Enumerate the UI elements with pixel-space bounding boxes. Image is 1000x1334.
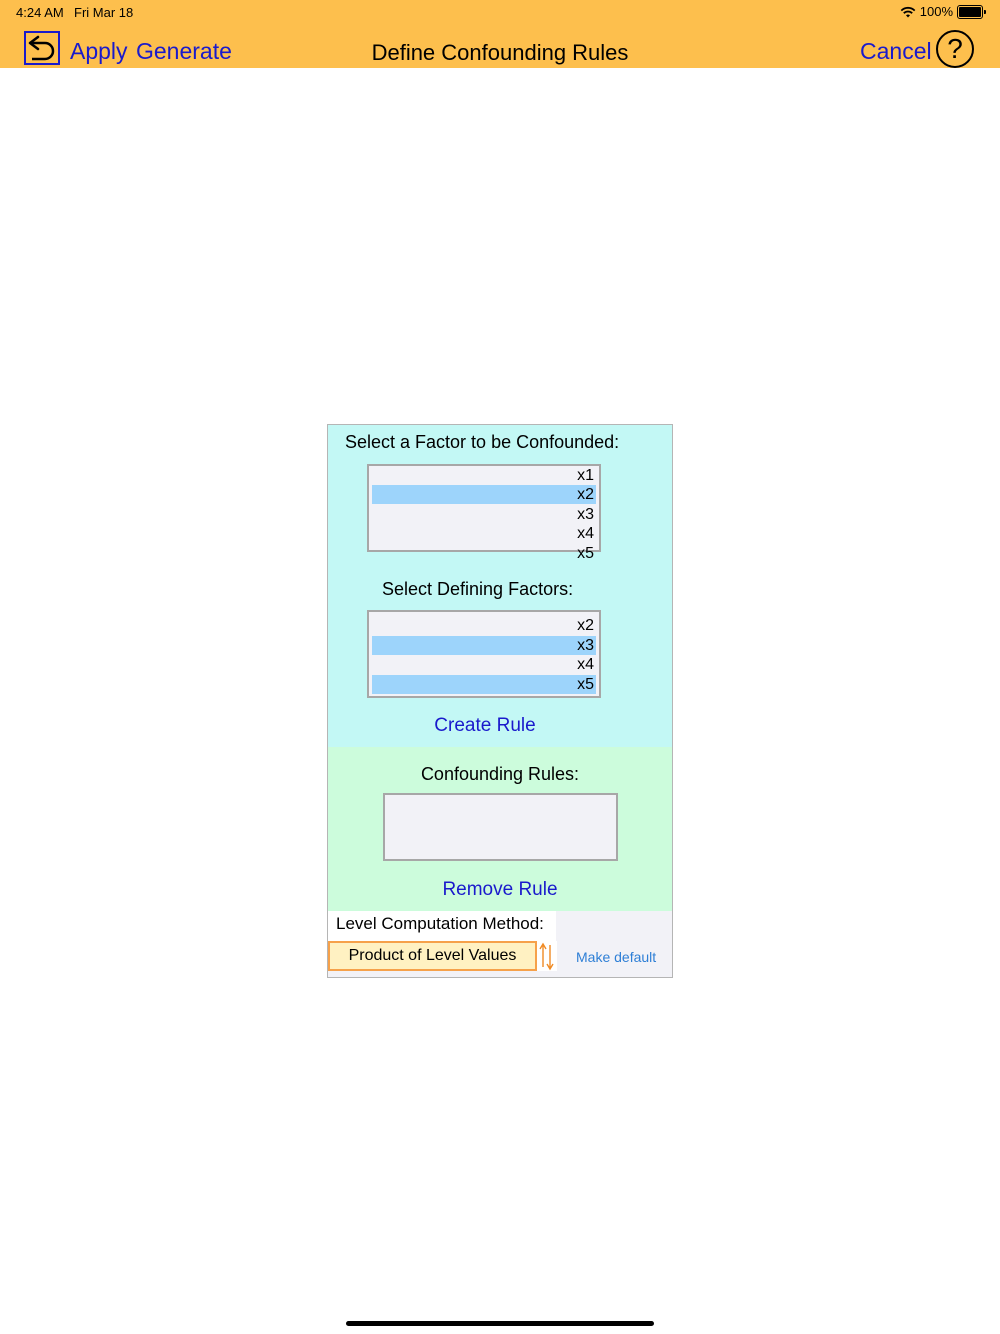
confounding-rules-label: Confounding Rules: <box>420 764 580 784</box>
help-button[interactable] <box>936 30 974 68</box>
factor-selection-section <box>328 425 672 747</box>
generate-button[interactable]: Generate <box>136 38 232 64</box>
factor-item-x2[interactable]: x2 <box>372 485 596 504</box>
defining-item-x4[interactable]: x4 <box>577 656 594 673</box>
top-bar <box>0 0 1000 68</box>
wifi-icon <box>900 6 916 18</box>
apply-button[interactable]: Apply <box>70 38 128 64</box>
factor-list[interactable] <box>367 464 601 562</box>
factor-item-x3[interactable]: x3 <box>577 506 594 523</box>
cancel-button[interactable]: Cancel <box>860 38 932 64</box>
question-mark-icon: ? <box>947 33 963 64</box>
confounding-rules-list[interactable] <box>383 793 618 861</box>
make-default-button[interactable]: Make default <box>576 949 657 965</box>
status-indicators <box>900 4 986 19</box>
create-rule-button[interactable]: Create Rule <box>434 715 536 736</box>
battery-percent: 100% <box>919 4 953 19</box>
level-method-section <box>328 911 672 977</box>
factor-item-x5[interactable]: x5 <box>577 545 594 562</box>
defining-item-x3[interactable]: x3 <box>372 636 596 655</box>
level-method-label: Level Computation Method: <box>336 914 544 933</box>
level-method-select[interactable]: Product of Level Values <box>328 941 537 971</box>
factor-item-x1[interactable]: x1 <box>577 467 594 484</box>
home-indicator <box>346 1321 654 1326</box>
factor-label: Select a Factor to be Confounded: <box>345 432 620 452</box>
battery-icon <box>957 5 986 19</box>
page-title: Define Confounding Rules <box>371 40 629 65</box>
status-time: 4:24 AM <box>16 5 64 20</box>
confounding-panel <box>327 424 673 978</box>
defining-factors-list[interactable] <box>367 610 601 698</box>
defining-item-x5[interactable]: x5 <box>372 675 596 694</box>
remove-rule-button[interactable]: Remove Rule <box>442 879 558 900</box>
confounding-rules-section <box>328 747 672 911</box>
status-date: Fri Mar 18 <box>74 5 134 20</box>
defining-factors-label: Select Defining Factors: <box>382 579 574 599</box>
defining-item-x2[interactable]: x2 <box>577 617 594 634</box>
sort-arrows-icon[interactable] <box>538 941 556 971</box>
factor-item-x4[interactable]: x4 <box>577 525 594 542</box>
